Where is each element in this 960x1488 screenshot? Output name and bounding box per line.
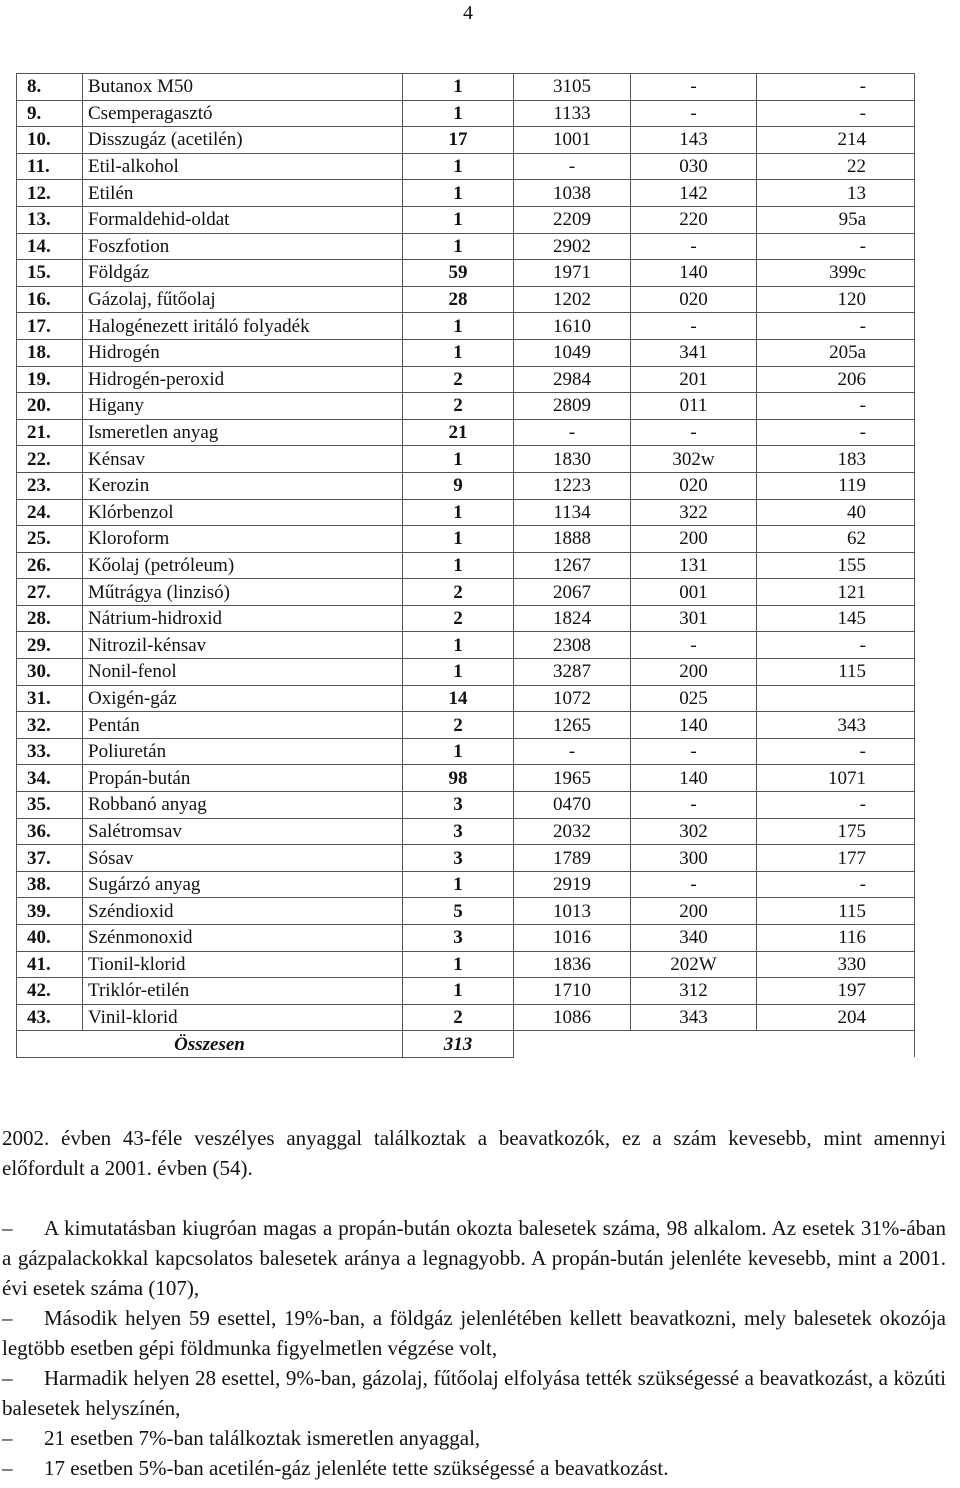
total-empty-cell	[514, 1031, 915, 1058]
row-substance: Halogénezett iritáló folyadék	[83, 313, 403, 340]
row-code-b: 140	[631, 765, 757, 792]
row-code-c: -	[757, 871, 915, 898]
table-row	[17, 74, 915, 101]
row-substance: Hidrogén-peroxid	[83, 366, 403, 393]
row-code-a: 1016	[514, 925, 631, 952]
row-code-c: 1071	[757, 765, 915, 792]
row-code-a: 1789	[514, 845, 631, 872]
row-code-b: 143	[631, 127, 757, 154]
table-row	[17, 951, 915, 978]
row-count: 2	[403, 393, 514, 420]
row-code-a: 1223	[514, 472, 631, 499]
row-code-b: 312	[631, 978, 757, 1005]
row-code-a: -	[514, 153, 631, 180]
row-count: 1	[403, 526, 514, 553]
row-code-b: 300	[631, 845, 757, 872]
table-row	[17, 260, 915, 287]
row-count: 1	[403, 552, 514, 579]
row-substance: Foszfotion	[83, 233, 403, 260]
row-code-a: 1610	[514, 313, 631, 340]
row-number: 18.	[17, 339, 83, 366]
row-substance: Gázolaj, fűtőolaj	[83, 286, 403, 313]
row-count: 21	[403, 419, 514, 446]
row-code-b: 302w	[631, 446, 757, 473]
table-row	[17, 180, 915, 207]
row-number: 33.	[17, 738, 83, 765]
row-number: 41.	[17, 951, 83, 978]
hazardous-materials-table	[16, 73, 915, 1058]
row-number: 17.	[17, 313, 83, 340]
row-count: 3	[403, 792, 514, 819]
row-substance: Triklór-etilén	[83, 978, 403, 1005]
row-code-b: 140	[631, 712, 757, 739]
row-code-b: -	[631, 74, 757, 101]
row-number: 21.	[17, 419, 83, 446]
row-code-b: -	[631, 792, 757, 819]
row-number: 13.	[17, 206, 83, 233]
table-row	[17, 233, 915, 260]
row-count: 9	[403, 472, 514, 499]
row-number: 28.	[17, 605, 83, 632]
row-code-c: 330	[757, 951, 915, 978]
row-number: 31.	[17, 685, 83, 712]
row-code-c: 204	[757, 1004, 915, 1031]
row-substance: Etil-alkohol	[83, 153, 403, 180]
list-item-text: Második helyen 59 esettel, 19%-ban, a földgáz jelenlétében kellett beavatkozni, mely balesetek okozója legtöbb esetben gépi földmunka figyelmetlen végzése volt,	[2, 1306, 946, 1360]
row-code-c: -	[757, 419, 915, 446]
row-code-a: 1038	[514, 180, 631, 207]
row-code-c: 177	[757, 845, 915, 872]
row-count: 1	[403, 206, 514, 233]
row-number: 34.	[17, 765, 83, 792]
row-code-b: 301	[631, 605, 757, 632]
row-code-a: 2919	[514, 871, 631, 898]
row-code-b: -	[631, 313, 757, 340]
row-code-c: -	[757, 792, 915, 819]
row-number: 29.	[17, 632, 83, 659]
row-number: 35.	[17, 792, 83, 819]
table-row	[17, 579, 915, 606]
row-substance: Klórbenzol	[83, 499, 403, 526]
row-code-b: 200	[631, 898, 757, 925]
row-code-c: 399c	[757, 260, 915, 287]
table-row	[17, 366, 915, 393]
row-code-b: -	[631, 632, 757, 659]
row-number: 20.	[17, 393, 83, 420]
row-substance: Kőolaj (petróleum)	[83, 552, 403, 579]
row-code-a: 2308	[514, 632, 631, 659]
row-code-b: -	[631, 419, 757, 446]
row-code-a: 1888	[514, 526, 631, 553]
row-code-a: 1133	[514, 100, 631, 127]
row-code-b: 200	[631, 659, 757, 686]
row-count: 98	[403, 765, 514, 792]
row-count: 3	[403, 818, 514, 845]
table-row	[17, 818, 915, 845]
row-code-c: 155	[757, 552, 915, 579]
row-code-b: 202W	[631, 951, 757, 978]
list-item-text: Harmadik helyen 28 esettel, 9%-ban, gázolaj, fűtőolaj elfolyása tették szükségessé a beavatkozást, a közúti balesetek helyszínén,	[2, 1366, 946, 1420]
row-substance: Robbanó anyag	[83, 792, 403, 819]
row-code-c: 62	[757, 526, 915, 553]
row-substance: Vinil-klorid	[83, 1004, 403, 1031]
page-number: 4	[463, 2, 473, 24]
row-code-b: -	[631, 738, 757, 765]
row-number: 24.	[17, 499, 83, 526]
table-row	[17, 871, 915, 898]
row-number: 15.	[17, 260, 83, 287]
row-code-c: 206	[757, 366, 915, 393]
row-substance: Pentán	[83, 712, 403, 739]
row-code-b: 020	[631, 286, 757, 313]
row-count: 1	[403, 446, 514, 473]
row-count: 1	[403, 871, 514, 898]
table-row	[17, 738, 915, 765]
row-code-b: 220	[631, 206, 757, 233]
row-count: 1	[403, 313, 514, 340]
list-item	[2, 1423, 946, 1453]
row-number: 10.	[17, 127, 83, 154]
row-number: 37.	[17, 845, 83, 872]
dash-bullet-icon: –	[2, 1426, 13, 1450]
row-code-a: 2809	[514, 393, 631, 420]
row-code-a: 1830	[514, 446, 631, 473]
row-number: 40.	[17, 925, 83, 952]
row-code-a: 2032	[514, 818, 631, 845]
row-code-c: -	[757, 738, 915, 765]
dash-bullet-icon: –	[2, 1456, 13, 1480]
table-row	[17, 472, 915, 499]
table-row	[17, 978, 915, 1005]
row-code-a: 1013	[514, 898, 631, 925]
table-row	[17, 552, 915, 579]
row-count: 2	[403, 366, 514, 393]
row-code-b: 030	[631, 153, 757, 180]
row-substance: Salétromsav	[83, 818, 403, 845]
dash-bullet-icon: –	[2, 1216, 13, 1240]
row-substance: Széndioxid	[83, 898, 403, 925]
row-substance: Kerozin	[83, 472, 403, 499]
table-row	[17, 792, 915, 819]
row-substance: Sugárzó anyag	[83, 871, 403, 898]
row-code-b: 200	[631, 526, 757, 553]
table-row	[17, 659, 915, 686]
row-number: 26.	[17, 552, 83, 579]
row-count: 3	[403, 925, 514, 952]
row-code-b: -	[631, 100, 757, 127]
row-code-c: 145	[757, 605, 915, 632]
row-substance: Tionil-klorid	[83, 951, 403, 978]
row-count: 5	[403, 898, 514, 925]
table-row	[17, 206, 915, 233]
row-number: 22.	[17, 446, 83, 473]
dash-bullet-icon: –	[2, 1306, 13, 1330]
row-code-a: -	[514, 419, 631, 446]
row-code-c: 13	[757, 180, 915, 207]
row-code-a: 1134	[514, 499, 631, 526]
row-substance: Műtrágya (linzisó)	[83, 579, 403, 606]
table-row	[17, 127, 915, 154]
table-row	[17, 419, 915, 446]
table-row	[17, 526, 915, 553]
row-substance: Propán-bután	[83, 765, 403, 792]
total-row	[17, 1031, 915, 1058]
table-row	[17, 898, 915, 925]
row-code-a: -	[514, 738, 631, 765]
list-item	[2, 1363, 946, 1423]
row-substance: Higany	[83, 393, 403, 420]
row-substance: Formaldehid-oldat	[83, 206, 403, 233]
row-code-a: 1001	[514, 127, 631, 154]
row-number: 32.	[17, 712, 83, 739]
table-row	[17, 1004, 915, 1031]
row-count: 1	[403, 153, 514, 180]
row-substance: Butanox M50	[83, 74, 403, 101]
row-substance: Sósav	[83, 845, 403, 872]
row-code-a: 1710	[514, 978, 631, 1005]
row-code-c: 121	[757, 579, 915, 606]
row-code-a: 1049	[514, 339, 631, 366]
row-code-a: 1086	[514, 1004, 631, 1031]
row-count: 1	[403, 499, 514, 526]
row-code-b: 020	[631, 472, 757, 499]
row-count: 1	[403, 951, 514, 978]
row-count: 2	[403, 579, 514, 606]
row-count: 1	[403, 738, 514, 765]
row-count: 1	[403, 233, 514, 260]
row-number: 12.	[17, 180, 83, 207]
row-code-c: 120	[757, 286, 915, 313]
row-code-c: 40	[757, 499, 915, 526]
row-count: 2	[403, 605, 514, 632]
row-substance: Nonil-fenol	[83, 659, 403, 686]
row-substance: Hidrogén	[83, 339, 403, 366]
row-number: 38.	[17, 871, 83, 898]
total-count: 313	[403, 1031, 514, 1058]
table-row	[17, 100, 915, 127]
row-number: 43.	[17, 1004, 83, 1031]
row-code-a: 2209	[514, 206, 631, 233]
row-count: 2	[403, 1004, 514, 1031]
table-row	[17, 712, 915, 739]
dash-bullet-icon: –	[2, 1366, 13, 1390]
row-code-c: -	[757, 313, 915, 340]
row-number: 8.	[17, 74, 83, 101]
row-code-a: 1965	[514, 765, 631, 792]
table-row	[17, 339, 915, 366]
row-substance: Etilén	[83, 180, 403, 207]
row-number: 36.	[17, 818, 83, 845]
row-code-c: 197	[757, 978, 915, 1005]
row-count: 1	[403, 339, 514, 366]
row-number: 19.	[17, 366, 83, 393]
table-row	[17, 765, 915, 792]
row-substance: Ismeretlen anyag	[83, 419, 403, 446]
table-row	[17, 632, 915, 659]
row-code-a: 1971	[514, 260, 631, 287]
row-code-c: 115	[757, 898, 915, 925]
row-code-a: 1267	[514, 552, 631, 579]
row-count: 17	[403, 127, 514, 154]
row-count: 14	[403, 685, 514, 712]
row-number: 42.	[17, 978, 83, 1005]
row-code-a: 1202	[514, 286, 631, 313]
row-code-a: 1836	[514, 951, 631, 978]
row-number: 16.	[17, 286, 83, 313]
list-item	[2, 1453, 946, 1483]
row-code-a: 3287	[514, 659, 631, 686]
row-code-a: 2902	[514, 233, 631, 260]
row-code-b: 340	[631, 925, 757, 952]
row-code-b: 302	[631, 818, 757, 845]
row-substance: Szénmonoxid	[83, 925, 403, 952]
row-code-b: 001	[631, 579, 757, 606]
row-code-c: -	[757, 100, 915, 127]
row-code-b: -	[631, 871, 757, 898]
row-code-c: -	[757, 632, 915, 659]
list-item	[2, 1303, 946, 1363]
row-code-b: 343	[631, 1004, 757, 1031]
row-number: 14.	[17, 233, 83, 260]
row-substance: Oxigén-gáz	[83, 685, 403, 712]
row-count: 28	[403, 286, 514, 313]
list-item-text: 17 esetben 5%-ban acetilén-gáz jelenléte tette szükségessé a beavatkozást.	[44, 1456, 669, 1480]
row-code-b: 341	[631, 339, 757, 366]
row-count: 1	[403, 659, 514, 686]
row-code-c: 343	[757, 712, 915, 739]
row-number: 25.	[17, 526, 83, 553]
row-code-b: 011	[631, 393, 757, 420]
row-number: 27.	[17, 579, 83, 606]
row-substance: Földgáz	[83, 260, 403, 287]
row-substance: Nátrium-hidroxid	[83, 605, 403, 632]
row-code-c: 205a	[757, 339, 915, 366]
total-label: Összesen	[17, 1031, 403, 1058]
row-code-b: 322	[631, 499, 757, 526]
row-number: 39.	[17, 898, 83, 925]
list-item	[2, 1213, 946, 1303]
row-code-c: -	[757, 393, 915, 420]
row-substance: Poliuretán	[83, 738, 403, 765]
row-code-c: 116	[757, 925, 915, 952]
table-row	[17, 925, 915, 952]
table-row	[17, 153, 915, 180]
row-number: 11.	[17, 153, 83, 180]
row-code-a: 2067	[514, 579, 631, 606]
row-count: 2	[403, 712, 514, 739]
table-row	[17, 446, 915, 473]
row-code-b: 025	[631, 685, 757, 712]
list-item-text: 21 esetben 7%-ban találkoztak ismeretlen anyaggal,	[44, 1426, 481, 1450]
row-count: 1	[403, 74, 514, 101]
row-code-a: 1072	[514, 685, 631, 712]
row-count: 1	[403, 180, 514, 207]
row-code-c: 175	[757, 818, 915, 845]
findings-list	[2, 1213, 946, 1483]
row-code-c: 119	[757, 472, 915, 499]
summary-paragraph: 2002. évben 43-féle veszélyes anyaggal találkoztak a beavatkozók, ez a szám kevesebb, mint amennyi előfordult a 2001. évben (54).	[2, 1126, 946, 1180]
table-row	[17, 393, 915, 420]
table-row	[17, 845, 915, 872]
row-number: 30.	[17, 659, 83, 686]
row-code-c: 214	[757, 127, 915, 154]
row-code-b: 201	[631, 366, 757, 393]
row-substance: Nitrozil-kénsav	[83, 632, 403, 659]
row-count: 1	[403, 632, 514, 659]
row-code-a: 2984	[514, 366, 631, 393]
row-count: 3	[403, 845, 514, 872]
row-code-c: -	[757, 233, 915, 260]
row-code-b: 140	[631, 260, 757, 287]
row-substance: Disszugáz (acetilén)	[83, 127, 403, 154]
row-code-c: 22	[757, 153, 915, 180]
list-item-text: A kimutatásban kiugróan magas a propán-bután okozta balesetek száma, 98 alkalom. Az esetek 31%-ában a gázpalackokkal kapcsolatos balesetek aránya a legnagyobb. A propán-bután jelenléte kevesebb, mint a 2001. évi esetek száma (107),	[2, 1216, 946, 1300]
table-row	[17, 499, 915, 526]
row-code-b: -	[631, 233, 757, 260]
table-row	[17, 685, 915, 712]
row-code-c: -	[757, 74, 915, 101]
row-code-a: 1824	[514, 605, 631, 632]
row-code-a: 1265	[514, 712, 631, 739]
row-substance: Kénsav	[83, 446, 403, 473]
row-substance: Kloroform	[83, 526, 403, 553]
table-row	[17, 286, 915, 313]
row-code-b: 142	[631, 180, 757, 207]
row-code-b: 131	[631, 552, 757, 579]
row-code-c: 115	[757, 659, 915, 686]
row-code-c: 183	[757, 446, 915, 473]
table-row	[17, 605, 915, 632]
row-code-a: 0470	[514, 792, 631, 819]
table-row	[17, 313, 915, 340]
row-count: 59	[403, 260, 514, 287]
row-number: 9.	[17, 100, 83, 127]
row-code-c	[757, 685, 915, 712]
row-count: 1	[403, 100, 514, 127]
row-number: 23.	[17, 472, 83, 499]
table-body	[17, 74, 915, 1031]
row-code-a: 3105	[514, 74, 631, 101]
row-substance: Csemperagasztó	[83, 100, 403, 127]
row-code-c: 95a	[757, 206, 915, 233]
row-count: 1	[403, 978, 514, 1005]
